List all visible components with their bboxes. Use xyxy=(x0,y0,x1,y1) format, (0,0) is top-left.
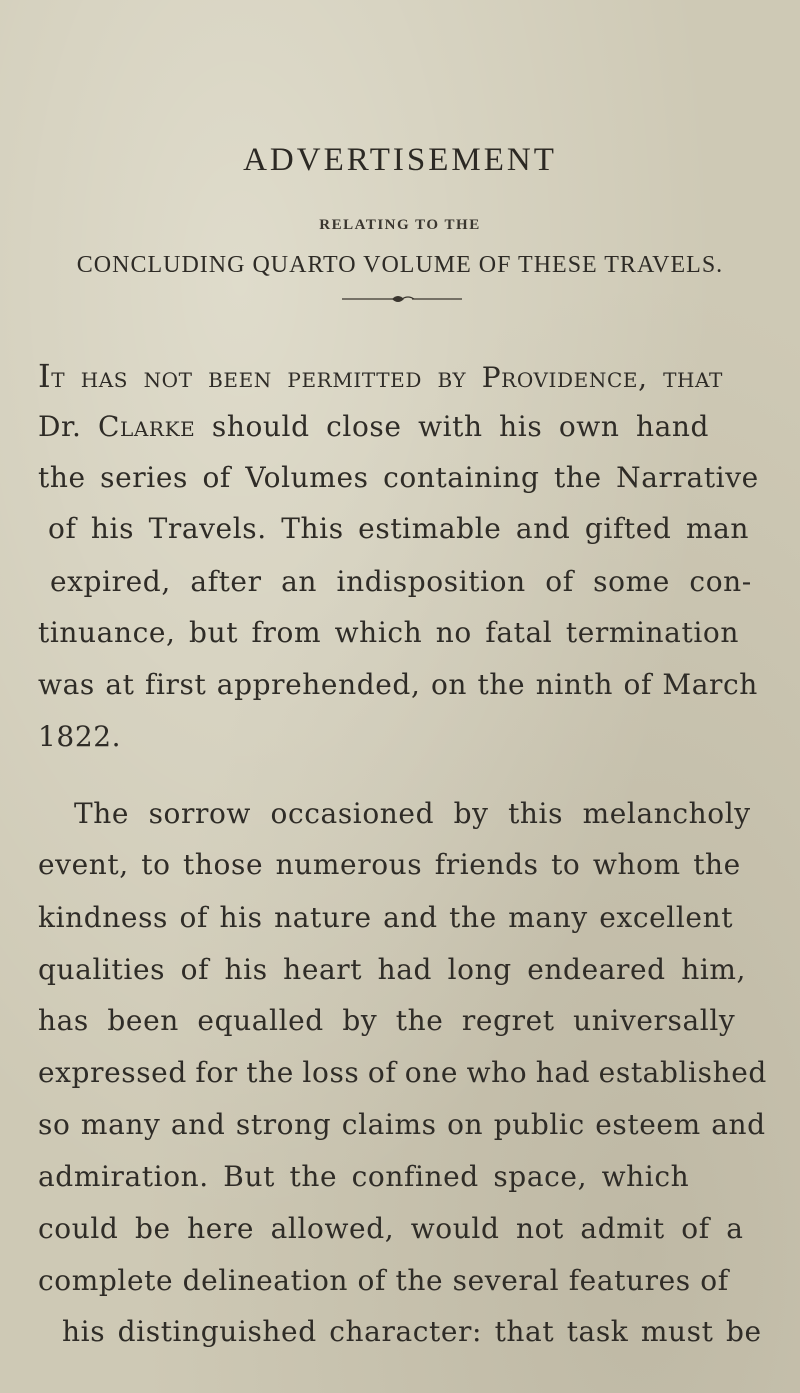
text-line: of his Travels. This estimable and gifted man xyxy=(48,512,750,545)
text-line: It has not been permitted by Providence, that xyxy=(38,357,723,395)
text-line: could be here allowed, would not admit of a xyxy=(38,1212,744,1245)
text-line: qualities of his heart had long endeared him, xyxy=(38,953,747,986)
text-line: his distinguished character: that task must be xyxy=(62,1315,762,1348)
text-line: has been equalled by the regret universally xyxy=(38,1004,736,1037)
page-title: ADVERTISEMENT xyxy=(243,142,557,178)
text-line: complete delineation of the several features of xyxy=(38,1264,729,1297)
text-line: 1822. xyxy=(38,720,122,753)
text-line: expired, after an indisposition of some con- xyxy=(50,565,752,598)
text-line: admiration. But the confined space, which xyxy=(38,1160,690,1193)
author-name: Clarke xyxy=(97,410,196,443)
text-line: Dr. Clarke should close with his own hand xyxy=(38,410,710,443)
subtitle-relating: RELATING TO THE xyxy=(319,217,481,233)
ornamental-divider xyxy=(342,292,462,306)
text-line: The sorrow occasioned by this melancholy xyxy=(74,797,751,830)
text-line: event, to those numerous friends to whom the xyxy=(38,848,741,881)
text-line: so many and strong claims on public esteem and xyxy=(38,1108,766,1141)
text-line: the series of Volumes containing the Narrative xyxy=(38,461,759,494)
text-line: expressed for the loss of one who had established xyxy=(38,1056,767,1089)
subtitle-subject: CONCLUDING QUARTO VOLUME OF THESE TRAVELS. xyxy=(76,252,724,278)
drop-cap: I xyxy=(38,357,52,395)
text-line: kindness of his nature and the many excellent xyxy=(38,901,734,934)
text-line: tinuance, but from which no fatal termination xyxy=(38,616,739,649)
text-line: was at first apprehended, on the ninth of March xyxy=(38,668,758,701)
